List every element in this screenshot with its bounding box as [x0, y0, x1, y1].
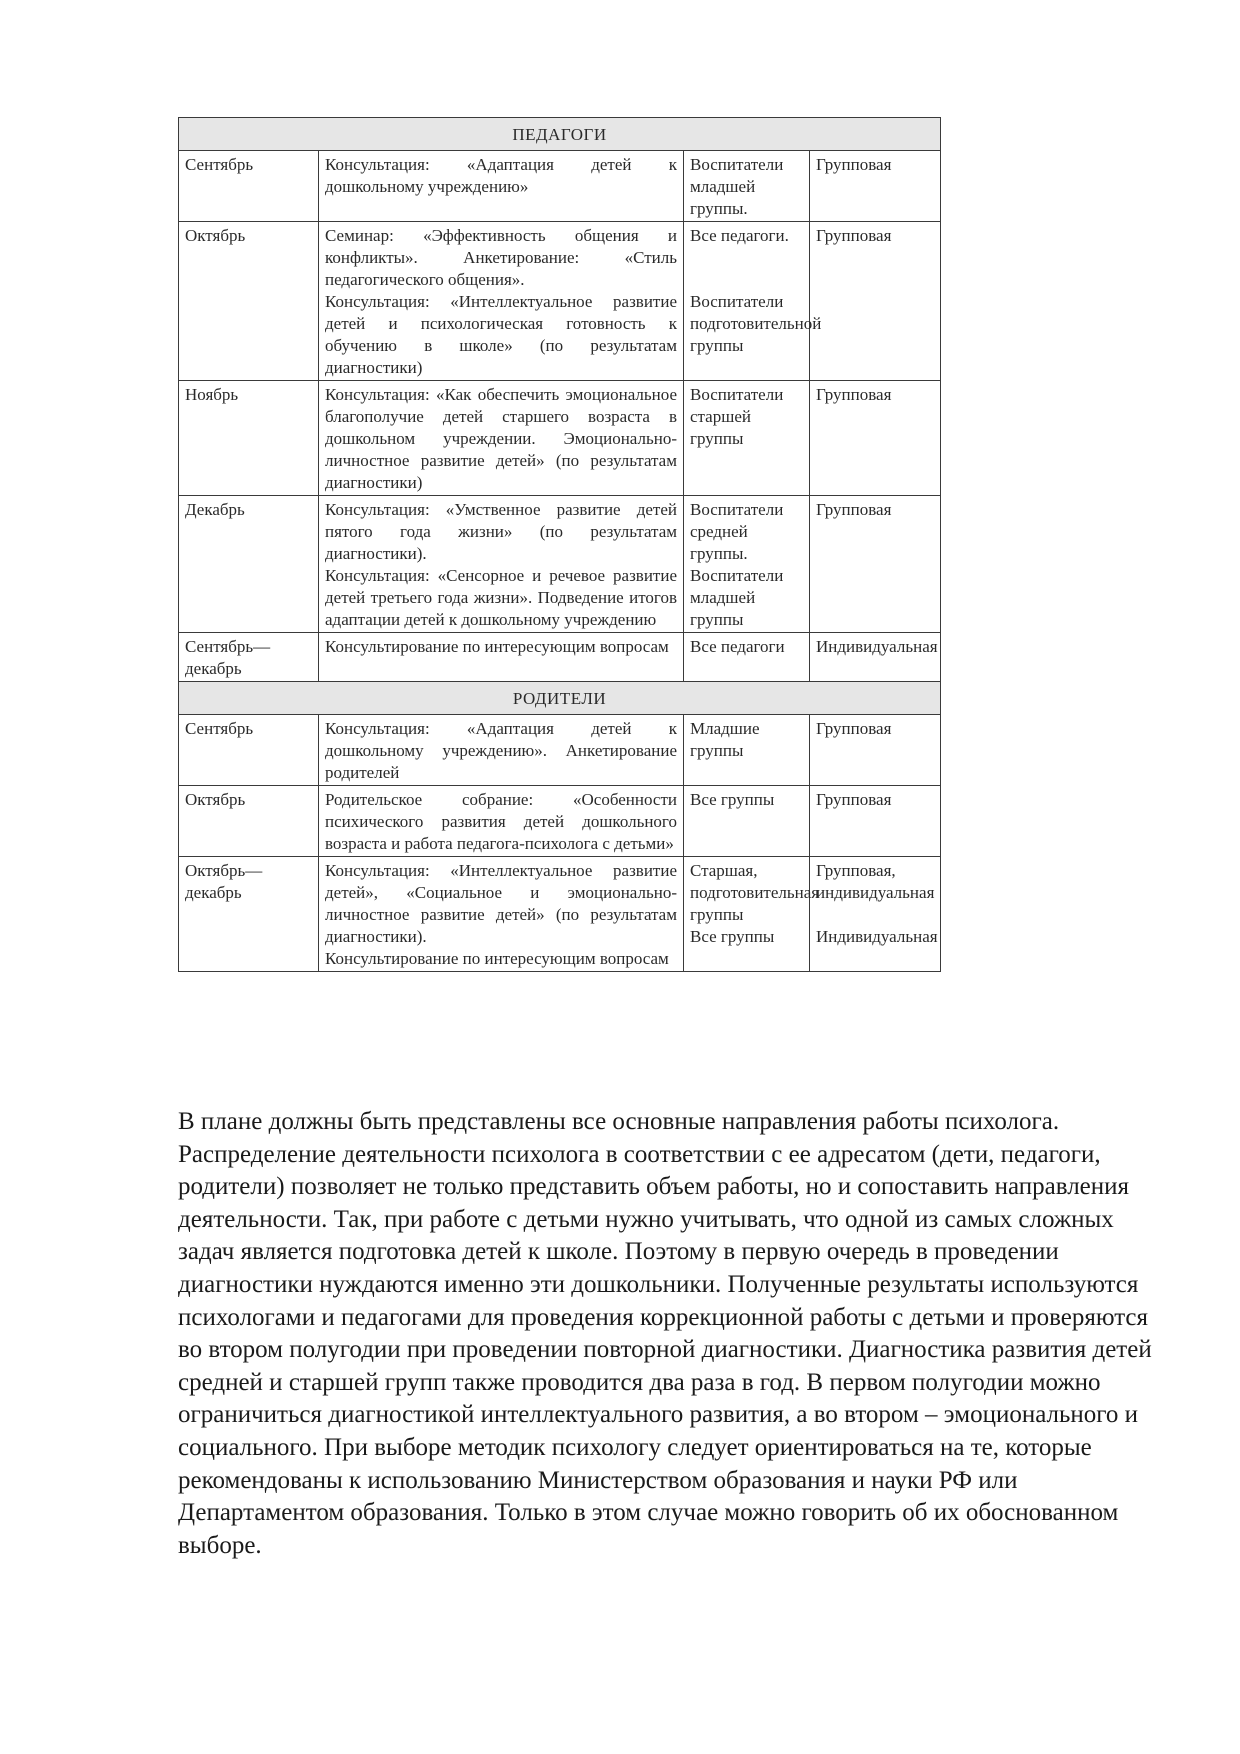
- content-cell: [319, 381, 684, 496]
- content-cell: [319, 857, 684, 972]
- month-cell: Октябрь: [179, 222, 319, 381]
- form-cell: [810, 857, 941, 972]
- audience-line: Младшие группы: [690, 719, 760, 760]
- content-line: Консультирование по интересующим вопросам: [325, 637, 669, 656]
- table-row: [179, 786, 941, 857]
- content-line: Консультация: «Интеллектуальное развитие детей и психологическая готовность к обучению в школе» (по результатам диагностики): [325, 292, 677, 377]
- form-line: Индивидуальная: [816, 637, 938, 656]
- audience-line: Все группы: [690, 927, 775, 946]
- content-line: Консультация: «Как обеспечить эмоциональное благополучие детей старшего возраста в дошкольном учреждении. Эмоционально-личностное развитие детей» (по результатам диагностики): [325, 385, 677, 492]
- form-cell: [810, 633, 941, 682]
- content-line: Консультирование по интересующим вопросам: [325, 949, 669, 968]
- audience-line: Все педагоги.: [690, 226, 789, 245]
- section-header-row: [179, 118, 941, 151]
- audience-cell: [684, 633, 810, 682]
- audience-line: Воспитатели средней группы.: [690, 500, 784, 563]
- content-line: Родительское собрание: «Особенности психического развития детей дошкольного возраста и работа педагога-психолога с детьми»: [325, 790, 677, 853]
- audience-line: Все педагоги: [690, 637, 785, 656]
- month-cell: Декабрь: [179, 496, 319, 633]
- form-line: Индивидуальная: [816, 927, 938, 946]
- audience-line: Воспитатели младшей группы: [690, 566, 784, 629]
- table-row: [179, 381, 941, 496]
- audience-cell: [684, 715, 810, 786]
- content-line: Консультация: «Адаптация детей к дошкольному учреждению». Анкетирование родителей: [325, 719, 677, 782]
- form-cell: [810, 151, 941, 222]
- form-cell: [810, 715, 941, 786]
- section-title: ПЕДАГОГИ: [179, 118, 941, 151]
- work-plan-table-body: [179, 118, 941, 972]
- audience-cell: [684, 496, 810, 633]
- month-cell: Сентябрь—декабрь: [179, 633, 319, 682]
- content-cell: [319, 715, 684, 786]
- audience-cell: [684, 857, 820, 972]
- form-line: Групповая: [816, 719, 892, 738]
- month-cell: Октябрь—декабрь: [179, 857, 319, 972]
- audience-line: Воспитатели младшей группы.: [690, 155, 784, 218]
- content-line: Консультация: «Сенсорное и речевое развитие детей третьего года жизни». Подведение итогов адаптации детей к дошкольному учреждению: [325, 566, 677, 629]
- table-row: [179, 151, 941, 222]
- content-cell: [319, 633, 684, 682]
- audience-line: Все группы: [690, 790, 775, 809]
- month-cell: Сентябрь: [179, 715, 319, 786]
- table-row: [179, 857, 941, 972]
- form-cell: [810, 496, 941, 633]
- content-cell: [319, 151, 684, 222]
- audience-line: Старшая, подготовительная группы: [690, 861, 820, 924]
- form-line: Групповая: [816, 790, 892, 809]
- content-line: Консультация: «Интеллектуальное развитие детей», «Социальное и эмоционально-личностное развитие детей» (по результатам диагностики).: [325, 861, 677, 946]
- form-line: Групповая: [816, 500, 892, 519]
- audience-cell: [684, 222, 822, 381]
- month-cell: Сентябрь: [179, 151, 319, 222]
- content-cell: [319, 222, 684, 381]
- table-row: [179, 496, 941, 633]
- month-cell: Октябрь: [179, 786, 319, 857]
- audience-cell: [684, 786, 810, 857]
- form-cell: [810, 222, 941, 381]
- content-line: Семинар: «Эффективность общения и конфликты». Анкетирование: «Стиль педагогического общения».: [325, 226, 677, 289]
- section-header-row: [179, 682, 941, 715]
- form-line: Групповая: [816, 385, 892, 404]
- audience-line: Воспитатели подготовительной группы: [690, 292, 822, 355]
- table-row: [179, 222, 941, 381]
- body-paragraph: В плане должны быть представлены все основные направления работы психолога. Распределение деятельности психолога в соответствии с ее адресатом (дети, педагоги, родители) позволяет не только представить объем работы, но и сопоставить направления деятельности. Так, при работе с детьми нужно учитывать, что одной из самых сложных задач является подготовка детей к школе. Поэтому в первую очередь в проведении диагностики нуждаются именно эти дошкольники. Полученные результаты используются психологами и педагогами для проведения коррекционной работы с детьми и проверяются во втором полугодии при проведении повторной диагностики. Диагностика развития детей средней и старшей групп также проводится два раза в год. В первом полугодии можно ограничиться диагностикой интеллектуального развития, а во втором – эмоционального и социального. При выборе методик психологу следует ориентироваться на те, которые рекомендованы к использованию Министерством образования и науки РФ или Департаментом образования. Только в этом случае можно говорить об их обоснованном выборе.: [178, 1108, 1152, 1559]
- form-cell: [810, 786, 941, 857]
- audience-line: Воспитатели старшей группы: [690, 385, 784, 448]
- month-cell: Ноябрь: [179, 381, 319, 496]
- content-line: Консультация: «Адаптация детей к дошкольному учреждению»: [325, 155, 677, 196]
- section-title: РОДИТЕЛИ: [179, 682, 941, 715]
- form-line: Групповая: [816, 226, 892, 245]
- content-line: Консультация: «Умственное развитие детей пятого года жизни» (по результатам диагностики).: [325, 500, 677, 563]
- content-cell: [319, 496, 684, 633]
- table-row: [179, 715, 941, 786]
- form-cell: [810, 381, 941, 496]
- table-row: [179, 633, 941, 682]
- content-cell: [319, 786, 684, 857]
- audience-cell: [684, 151, 810, 222]
- audience-cell: [684, 381, 810, 496]
- form-line: Групповая: [816, 155, 892, 174]
- form-line: Групповая, индивидуальная: [816, 861, 935, 902]
- work-plan-table: [178, 117, 941, 972]
